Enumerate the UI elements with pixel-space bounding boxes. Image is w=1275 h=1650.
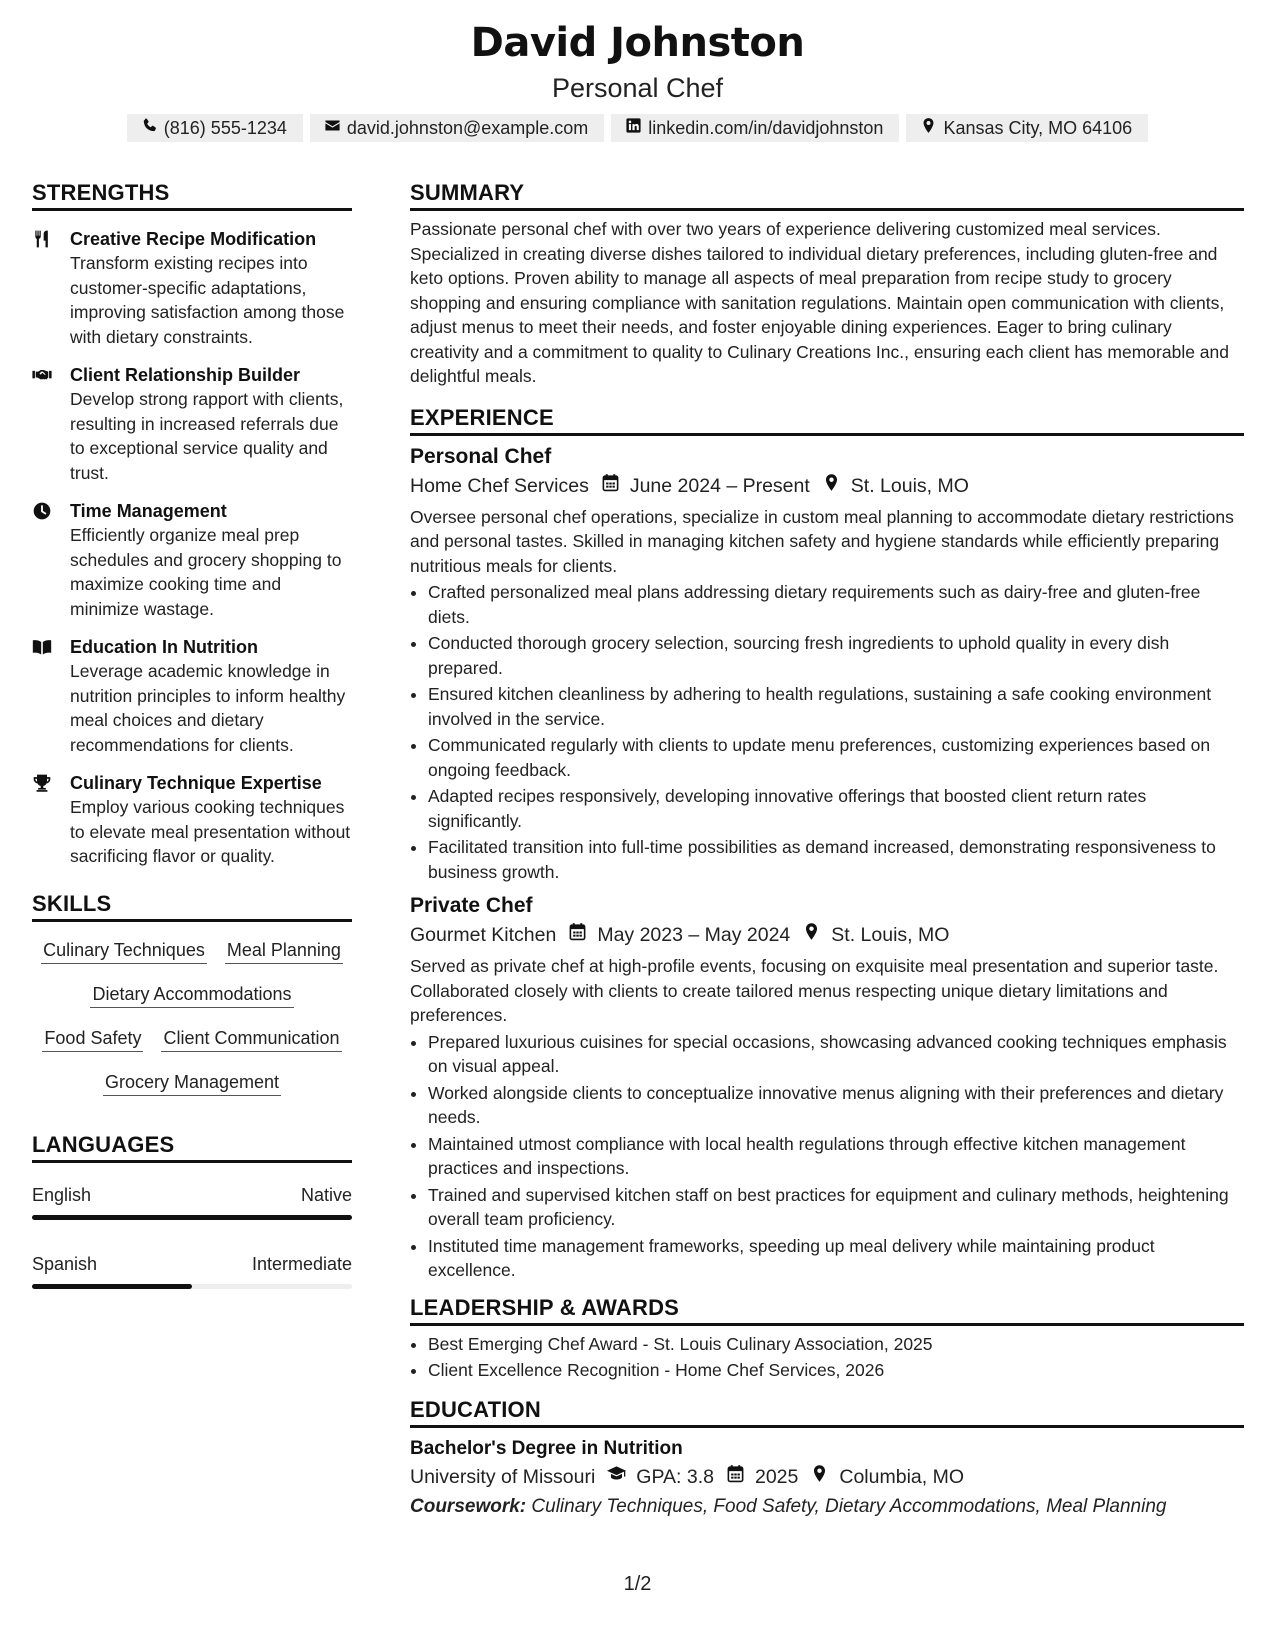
language-proficiency-bar [32, 1215, 352, 1220]
handshake-icon [32, 363, 70, 485]
open-book-icon [32, 635, 70, 757]
coursework-label: Coursework: [410, 1495, 527, 1517]
strength-title: Creative Recipe Modification [70, 229, 317, 249]
calendar-icon [714, 1462, 755, 1492]
job-title: Private Chef [410, 894, 533, 917]
skill-tag: Dietary Accommodations [90, 982, 293, 1008]
strength-desc: Transform existing recipes into customer-specific adaptations, improving satisfaction among those with dietary constraints. [70, 253, 345, 347]
list-item: • Conducted thorough grocery selection, sourcing fresh ingredients to uphold quality in every dish prepared. [428, 631, 1244, 680]
language-name: English [32, 1184, 92, 1205]
job-meta [410, 920, 1244, 950]
job-location: St. Louis, MO [831, 924, 950, 946]
linkedin-icon [625, 117, 642, 139]
clock-icon [32, 499, 70, 621]
page-number: 1/2 [623, 1573, 652, 1595]
list-item: • Client Excellence Recognition - Home Chef Services, 2026 [428, 1358, 1244, 1383]
strength-item [32, 635, 352, 757]
strength-desc: Efficiently organize meal prep schedules and grocery shopping to maximize cooking time and minimize wastage. [70, 525, 342, 619]
language-name: Spanish [32, 1253, 98, 1274]
envelope-icon [324, 117, 341, 139]
job-bullets [410, 580, 1244, 884]
contact-email[interactable] [310, 114, 604, 142]
linkedin-text: linkedin.com/in/davidjohnston [648, 117, 884, 138]
skill-tag: Meal Planning [225, 938, 343, 964]
list-item: • Crafted personalized meal plans addressing dietary requirements such as dairy-free and gluten-free diets. [428, 580, 1244, 629]
utensils-icon [32, 227, 70, 349]
language-proficiency-fill [32, 1215, 352, 1220]
job-title: Personal Chef [410, 444, 552, 468]
strength-desc: Leverage academic knowledge in nutrition principles to inform healthy meal choices and dietary recommendations for clients. [70, 661, 346, 755]
gpa-text: GPA: 3.8 [636, 1465, 714, 1488]
list-item: • Facilitated transition into full-time possibilities as demand increased, demonstrating responsiveness to business growth. [428, 835, 1244, 884]
contact-bar [0, 114, 1275, 142]
strength-item [32, 499, 352, 621]
strength-desc: Develop strong rapport with clients, resulting in increased referrals due to exceptional service quality and trust. [70, 389, 344, 483]
email-text: david.johnston@example.com [346, 117, 589, 138]
skill-row [32, 1070, 352, 1096]
trophy-icon [32, 771, 70, 869]
strength-title: Time Management [70, 501, 227, 521]
skills-list [32, 938, 352, 1096]
coursework [410, 1492, 1244, 1522]
map-pin-icon [920, 117, 937, 139]
company-name: Gourmet Kitchen [410, 924, 557, 946]
language-proficiency-bar [32, 1284, 352, 1289]
strength-desc: Employ various cooking techniques to elevate meal presentation without sacrificing flavor or quality. [70, 797, 351, 866]
list-item: • Worked alongside clients to conceptualize innovative menus aligning with their preferences and dietary needs. [428, 1081, 1244, 1130]
contact-linkedin[interactable] [611, 114, 899, 142]
candidate-name: David Johnston [470, 20, 805, 66]
strength-title: Education In Nutrition [70, 637, 258, 657]
calendar-icon [556, 920, 597, 950]
skill-row [32, 938, 352, 964]
awards-list [410, 1332, 1244, 1383]
language-item [32, 1185, 352, 1220]
language-level: Intermediate [251, 1253, 352, 1274]
coursework-list: Culinary Techniques, Food Safety, Dietary Accommodations, Meal Planning [531, 1495, 1167, 1517]
education-location: Columbia, MO [839, 1465, 964, 1488]
strength-title: Client Relationship Builder [70, 365, 301, 385]
strength-item [32, 363, 352, 485]
languages-heading: LANGUAGES [32, 1130, 352, 1163]
job-entry [410, 443, 1244, 885]
skills-heading: SKILLS [32, 889, 352, 922]
list-item: • Communicated regularly with clients to update menu preferences, customizing experiences based on ongoing feedback. [428, 733, 1244, 782]
summary-heading: SUMMARY [410, 178, 1244, 211]
list-item: • Best Emerging Chef Award - St. Louis Culinary Association, 2025 [428, 1332, 1244, 1357]
job-description: Served as private chef at high-profile events, focusing on exquisite meal presentation and superior taste. Collaborated closely with clients to create tailored menus respecting unique dietary limitations and preferences. [410, 956, 1219, 1025]
strength-title: Culinary Technique Expertise [70, 773, 322, 793]
map-pin-icon [790, 920, 831, 950]
job-entry [410, 892, 1244, 1283]
experience-heading: EXPERIENCE [410, 403, 1244, 436]
language-item [32, 1254, 352, 1289]
job-dates: May 2023 – May 2024 [597, 924, 791, 946]
candidate-role: Personal Chef [551, 73, 724, 103]
contact-location[interactable] [906, 114, 1148, 142]
location-text: Kansas City, MO 64106 [943, 117, 1133, 138]
language-proficiency-fill [32, 1284, 192, 1289]
school-name: University of Missouri [410, 1465, 596, 1488]
phone-icon [141, 117, 158, 139]
phone-text: (816) 555-1234 [163, 117, 287, 138]
list-item: • Trained and supervised kitchen staff on best practices for equipment and culinary methods, heightening overall team proficiency. [428, 1183, 1244, 1232]
graduation-year: 2025 [754, 1465, 799, 1488]
right-column [410, 178, 1244, 1522]
list-item: • Prepared luxurious cuisines for special occasions, showcasing advanced cooking techniques emphasis on visual appeal. [428, 1030, 1244, 1079]
list-item: • Instituted time management frameworks, speeding up meal delivery while maintaining product excellence. [428, 1234, 1244, 1283]
map-pin-icon [798, 1462, 839, 1492]
skill-row [32, 982, 352, 1008]
map-pin-icon [810, 471, 851, 501]
strengths-heading: STRENGTHS [32, 178, 352, 211]
contact-phone[interactable] [127, 114, 303, 142]
education-meta [410, 1462, 1244, 1492]
list-item: • Adapted recipes responsively, developing innovative offerings that boosted client return rates significantly. [428, 784, 1244, 833]
graduation-cap-icon [595, 1462, 636, 1492]
skill-tag: Grocery Management [103, 1070, 281, 1096]
job-description: Oversee personal chef operations, specialize in custom meal planning to accommodate dietary restrictions and personal tastes. Skilled in managing kitchen safety and hygiene standards while efficiently preparing nutritious meals for clients. [410, 506, 1234, 576]
strength-item [32, 227, 352, 349]
skill-row [32, 1026, 352, 1052]
job-dates: June 2024 – Present [629, 474, 810, 497]
summary-text: Passionate personal chef with over two years of experience delivering customized meal services. Specialized in creating diverse dishes tailored to individual dietary preferences, including gluten-free and keto options. Proven ability to manage all aspects of meal preparation from recipe study to grocery shopping and ensuring compliance with sanitation regulations. Maintain open communication with clients, adjust menus to meet their needs, and foster enjoyable dining experiences. Eager to bring culinary creativity and a commitment to quality to Culinary Creations Inc., ensuring each client has memorable and delightful meals. [410, 219, 1230, 386]
left-column [32, 178, 352, 1289]
list-item: • Maintained utmost compliance with local health regulations through effective kitchen management practices and inspections. [428, 1132, 1244, 1181]
skill-tag: Culinary Techniques [41, 938, 207, 964]
calendar-icon [589, 471, 630, 501]
skill-tag: Client Communication [161, 1026, 341, 1052]
skill-tag: Food Safety [42, 1026, 143, 1052]
language-level: Native [300, 1184, 352, 1205]
awards-heading: LEADERSHIP & AWARDS [410, 1293, 1244, 1326]
education-entry [410, 1436, 1244, 1522]
education-heading: EDUCATION [410, 1395, 1244, 1428]
job-meta [410, 471, 1244, 501]
degree-title: Bachelor's Degree in Nutrition [410, 1437, 683, 1459]
list-item: • Ensured kitchen cleanliness by adhering to health regulations, sustaining a safe cooking environment involved in the service. [428, 682, 1244, 731]
job-location: St. Louis, MO [850, 474, 969, 497]
strength-item [32, 771, 352, 869]
company-name: Home Chef Services [410, 474, 589, 497]
job-bullets [410, 1030, 1244, 1283]
